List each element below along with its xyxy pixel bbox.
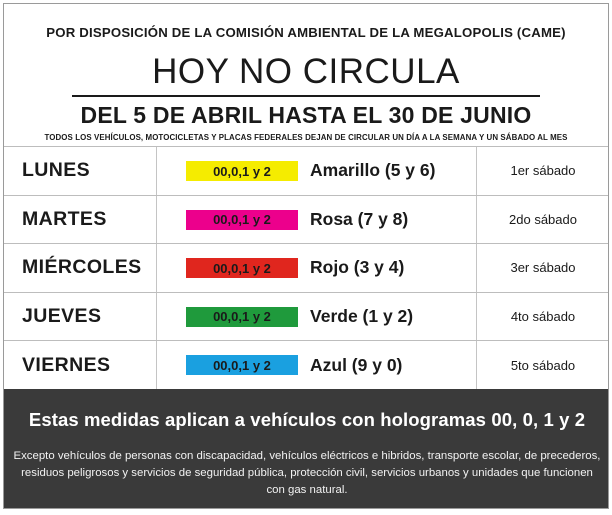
column-divider [156,293,157,341]
plate-color-label: Amarillo (5 y 6) [310,160,436,181]
title-divider [72,95,540,97]
schedule-row [4,196,608,245]
schedule-row [4,147,608,196]
plate-color-label: Rosa (7 y 8) [310,208,409,229]
hologram-swatch: 00,0,1 y 2 [186,210,298,230]
day-label: LUNES [22,159,91,182]
plate-color-label: Rojo (3 y 4) [310,257,405,278]
day-label: MARTES [22,207,107,230]
saturday-label: 2do sábado [509,211,577,227]
hologram-swatch: 00,0,1 y 2 [186,355,298,375]
authority-line: POR DISPOSICIÓN DE LA COMISIÓN AMBIENTAL DE LA MEGALOPOLIS (CAME) [46,25,566,40]
schedule-row [4,244,608,293]
footer-banner [4,389,609,509]
column-divider [156,244,157,292]
column-divider [156,341,157,390]
hologram-swatch: 00,0,1 y 2 [186,161,298,181]
schedule-table [4,147,608,390]
saturday-label: 5to sábado [510,358,576,374]
column-divider [156,147,157,195]
hologram-swatch: 00,0,1 y 2 [186,307,298,327]
schedule-row [4,293,608,342]
saturday-label: 4to sábado [510,309,576,325]
period-line: DEL 5 DE ABRIL HASTA EL 30 DE JUNIO [80,102,532,128]
footer-note: Excepto vehículos de personas con discapacidad, vehículos eléctricos e hibridos, transporte escolar, de precederos, residuos peligrosos y servicios de seguridad pública, protección civil, servicios urbanos y unidades que funcionen con gas natural. [13,450,601,496]
column-divider [156,196,157,244]
day-label: VIERNES [22,354,111,377]
hologram-swatch: 00,0,1 y 2 [186,258,298,278]
saturday-label: 1er sábado [510,163,576,179]
plate-color-label: Azul (9 y 0) [310,355,403,376]
day-label: MIÉRCOLES [22,256,142,279]
schedule-row [4,341,608,390]
saturday-label: 3er sábado [510,260,576,276]
page-title: HOY NO CIRCULA [152,52,460,91]
notice-header [4,4,608,147]
notice-card [3,3,609,509]
plate-color-label: Verde (1 y 2) [310,306,414,327]
day-label: JUEVES [22,305,102,328]
subtitle-line: TODOS LOS VEHÍCULOS, MOTOCICLETAS Y PLACAS FEDERALES DEJAN DE CIRCULAR UN DÍA A LA SEMANA Y UN SÁBADO AL MES [44,133,568,142]
footer-title: Estas medidas aplican a vehículos con hologramas 00, 0, 1 y 2 [28,409,586,430]
